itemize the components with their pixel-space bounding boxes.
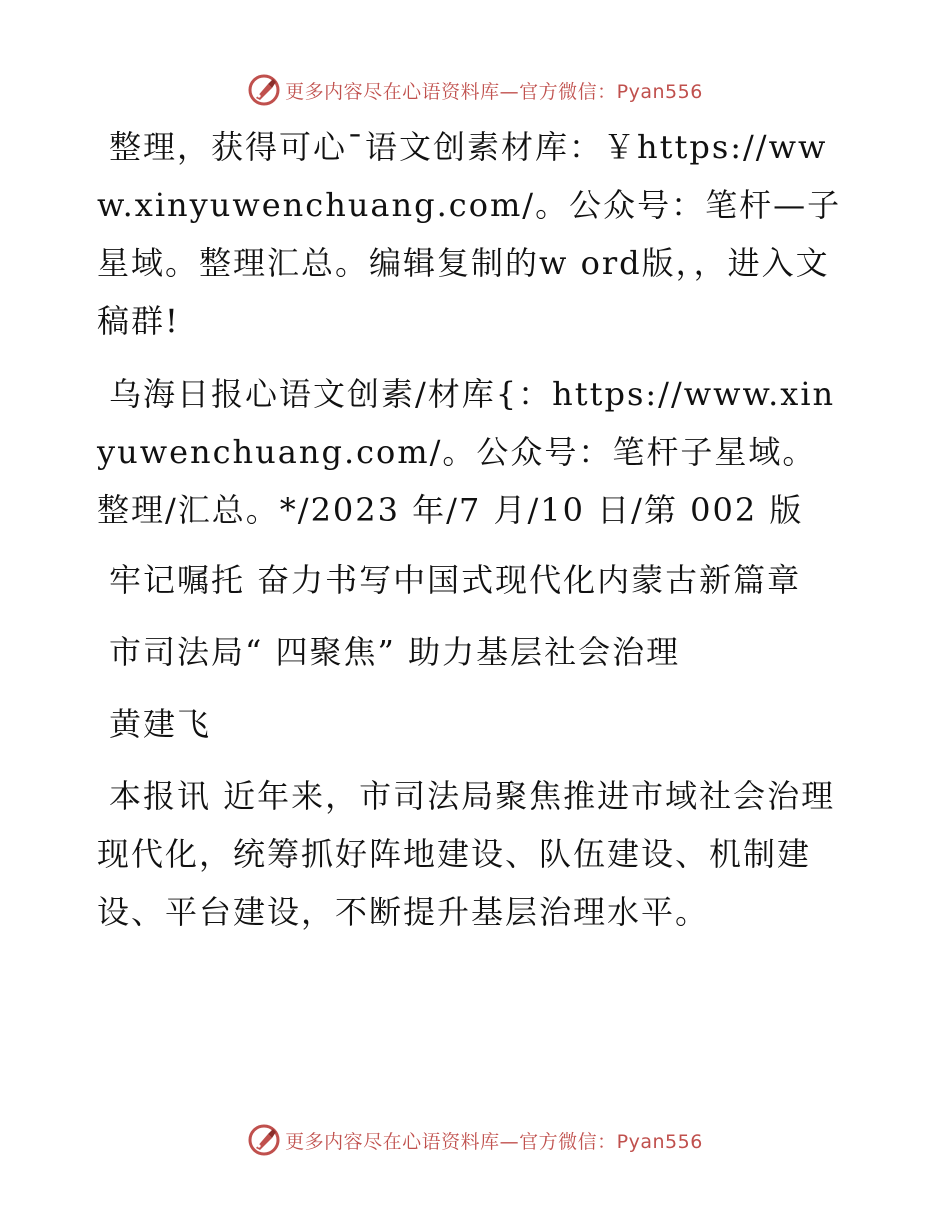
author-name: 黄建飞	[109, 705, 212, 743]
footer-banner	[0, 1120, 950, 1160]
header-banner	[0, 70, 950, 110]
intro-paragraph-1: 整理，获得可心¯语文创素材库：￥https://www.xinyuwenchuang.com/。公众号：笔杆—子星域。整理汇总。编辑复制的w ord版，，进入文稿群!	[97, 128, 842, 340]
section-heading: 牢记嘱托 奋力书写中国式现代化内蒙古新篇章	[109, 561, 802, 599]
article-title: 市司法局“ 四聚焦” 助力基层社会治理	[109, 633, 681, 671]
pen-nib-logo-icon	[247, 1123, 281, 1157]
source-paragraph: 乌海日报心语文创素/材库{：https://www.xinyuwenchuang.com/。公众号：笔杆子星域。整理/汇总。*/2023 年/7 月/10 日/第 002 版	[97, 375, 836, 529]
document-body	[97, 118, 847, 941]
banner-text: 更多内容尽在心语资料库—官方微信：Pyan556	[285, 80, 703, 103]
pen-nib-logo-icon	[247, 73, 281, 107]
banner-text: 更多内容尽在心语资料库—官方微信：Pyan556	[285, 1130, 703, 1153]
article-body-paragraph: 本报讯 近年来，市司法局聚焦推进市域社会治理现代化，统筹抓好阵地建设、队伍建设、机制建设、平台建设，不断提升基层治理水平。	[97, 777, 836, 931]
